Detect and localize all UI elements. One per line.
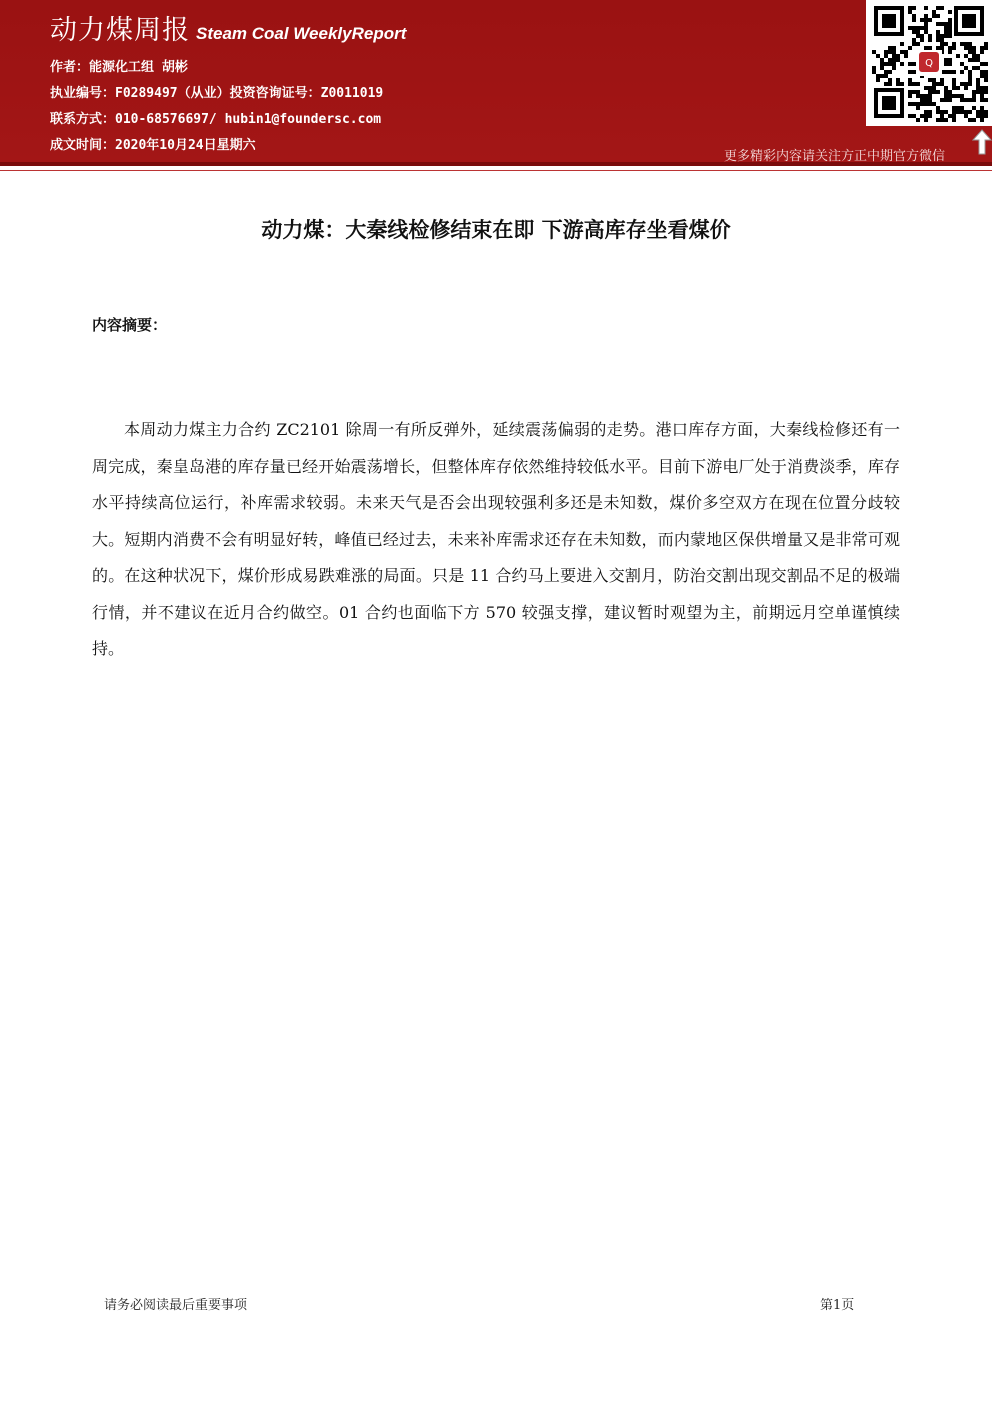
footer-disclaimer: 请务必阅读最后重要事项 — [104, 1298, 248, 1313]
summary-label: 内容摘要： — [92, 316, 168, 334]
up-arrow-icon — [972, 128, 992, 156]
report-title-en: Steam Coal WeeklyReport — [196, 24, 407, 43]
contact-line: 联系方式：010-68576697/ hubin1@foundersc.com — [50, 112, 382, 127]
report-title-cn: 动力煤周报 — [50, 15, 190, 46]
page-number: 第1页 — [820, 1298, 855, 1313]
date-line: 成文时间：2020年10月24日星期六 — [50, 138, 256, 153]
qr-code-icon — [866, 0, 992, 126]
header-divider-thin — [0, 170, 992, 171]
author-line: 作者：能源化工组 胡彬 — [50, 60, 188, 75]
license-line: 执业编号：F0289497（从业）投资咨询证号：Z0011019 — [50, 86, 384, 101]
follow-wechat-text: 更多精彩内容请关注方正中期官方微信 — [724, 149, 946, 164]
article-title: 动力煤：大秦线检修结束在即 下游高库存坐看煤价 — [261, 218, 731, 242]
summary-paragraph: 本周动力煤主力合约 ZC2101 除周一有所反弹外，延续震荡偏弱的走势。港口库存方面，大秦线检修还有一周完成，秦皇岛港的库存量已经开始震荡增长，但整体库存依然维持较低水平。目前下游电厂处于消费淡季，库存水平持续高位运行，补库需求较弱。未来天气是否会出现较强利多还是未知数，煤价多空双方在现在位置分歧较大。短期内消费不会有明显好转，峰值已经过去，未来补库需求还存在未知数，而内蒙地区保供增量又是非常可观的。在这种状况下，煤价形成易跌难涨的局面。只是 11 合约马上要进入交割月，防治交割出现交割品不足的极端行情，并不建议在近月合约做空。01 合约也面临下方 570 较强支撑，建议暂时观望为主，前期远月空单谨慎续持。 — [92, 420, 900, 658]
svg-text:Q: Q — [925, 58, 933, 69]
report-brand — [50, 8, 406, 47]
